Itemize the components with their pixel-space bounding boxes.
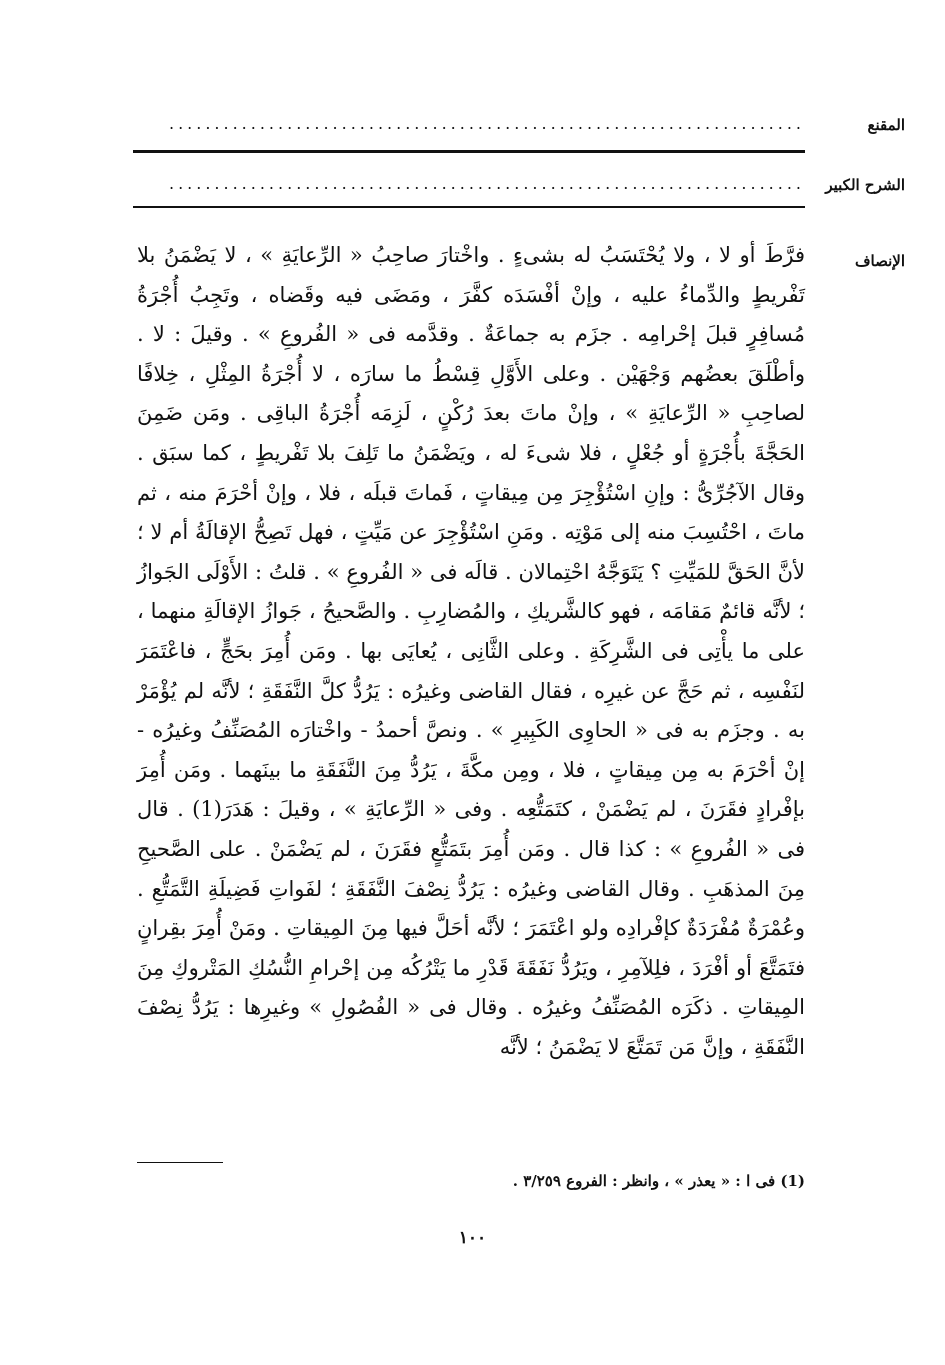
footnote-separator <box>137 1162 223 1163</box>
insaf-label: الإنصاف <box>854 252 905 270</box>
footnote: (1) فى ا : « يعذر » ، وانظر : الفروع ٣/٢٥٩ . <box>512 1172 805 1190</box>
thin-separator <box>133 206 805 208</box>
insaf-body-text <box>137 236 805 1067</box>
body-paragraph: فرَّطَ أو لا ، ولا يُحْتَسَبُ له بشىءٍ . واخْتارَ صاحِبُ « الرِّعايَةِ » ، لا يَضْمَنُ بلا تَفْريطٍ والدِّماءُ عليه ، وإنْ أفْسَدَه كفَّرَ ، ومَضَى فيه وقَضاه ، وتَجِبُ أُجْرَةُ مُسافِرٍ قبلَ إحْرامِه . جزَم به جماعَةٌ . وقدَّمه فى « الفُروعِ » . وقيلَ : لا . وأطْلَقَ بعضُهم وَجْهَيْن . وعلى الأَوَّلِ قِسْطُ ما سارَه ، لا أُجْرَةُ المِثْلِ ، خِلافًا لصاحِبِ « الرِّعايَةِ » ، وإنْ ماتَ بعدَ رُكْنٍ ، لَزِمَه أُجْرَةُ الباقِى . ومَن ضَمِنَ الحَجَّةَ بأُجْرَةٍ أو جُعْلٍ ، فلا شىءَ له ، ويَضْمَنُ ما تَلِفَ بلا تَفْريطٍ ، كما سبَق . وقال الآجُرِّىُّ : وإنِ اسْتُؤْجِرَ مِن مِيقاتٍ ، فَماتَ قبلَه ، فلا ، وإنْ أحْرَمَ منه ، ثم ماتَ ، احْتُسِبَ منه إلى مَوْتِه . ومَنِ اسْتُؤْجِرَ عن مَيِّتٍ ، فهل تَصِحُّ الإقالَةُ أم لا ؛ لأنَّ الحَقَّ للمَيِّتِ ؟ يَتَوَجَّهُ احْتِمالان . قالَه فى « الفُروعِ » . قلتُ : الأَوْلَى الجَوازُ ؛ لأنَّه قائمٌ مَقامَه ، فهو كالشَّريكِ ، والمُضارِبِ . والصَّحيحُ ، جَوازُ الإقالَةِ منهما ، على ما يأْتِى فى الشَّرِكَةِ . وعلى الثَّانِى ، يُعايَى بها . ومَن أُمِرَ بحَجٍّ ، فاعْتَمَرَ لنَفْسِه ، ثم حَجَّ عن غيرِه ، فقال القاضى وغيرُه : يَرُدُّ كلَّ النَّفَقَةِ ؛ لأنَّه لم يُؤْمَرْ به . وجزَم به فى « الحاوِى الكَبِيرِ » . ونصَّ أحمدُ - واخْتارَه المُصَنِّفُ وغيرُه - إنْ أحْرَمَ به مِن مِيقاتٍ ، فلا ، ومِن مكَّةَ ، يَرُدُّ مِنَ النَّفَقَةِ ما بينَهما . ومَن أُمِرَ بإفْرادٍ فقَرَنَ ، لم يَضْمَنْ ، كتَمَتُّعِه . وفى « الرِّعايَةِ » ، وقيلَ : هَدَرَ(1) . قال فى « الفُروعِ » : كذا قال . ومَن أُمِرَ بتَمَتُّعٍ فقَرَنَ ، لم يَضْمَنْ . على الصَّحيحِ مِنَ المذهَبِ . وقال القاضى وغيرُه : يَرُدُّ نِصْفَ النَّفَقَةِ ؛ لفَواتِ فَضِيلَةِ التَّمَتُّعِ . وعُمْرَةٌ مُفْرَدَةٌ كإفْرادِه ولو اعْتَمَرَ ؛ لأنَّه أحَلَّ فيها مِنَ المِيقاتِ . ومَنْ أُمِرَ بقِرانٍ فتَمَتَّعَ أو أفْرَدَ ، فلِلآمِرِ ، ويَرُدُّ نَفَقَةَ قَدْرِ ما يَتْرُكُه مِن إحْرامِ النُّسُكِ المَتْروكِ مِنَ المِيقاتِ . ذكَرَه المُصَنِّفُ وغيرُه . وقال فى « الفُصُولِ » وغيرِها : يَرُدُّ نِصْفَ النَّفَقَةِ ، وإنَّ مَن تَمَتَّعَ لا يَضْمَنُ ؛ لأنَّه <box>137 243 806 1059</box>
thick-separator <box>133 150 805 153</box>
muqni-dots-line: ...................................................................... <box>168 114 805 133</box>
muqni-label: المقنع <box>867 116 905 134</box>
sharh-label: الشرح الكبير <box>825 176 905 194</box>
sharh-dots-line: ...................................................................... <box>168 174 805 193</box>
page-number: ١٠٠ <box>458 1228 487 1248</box>
